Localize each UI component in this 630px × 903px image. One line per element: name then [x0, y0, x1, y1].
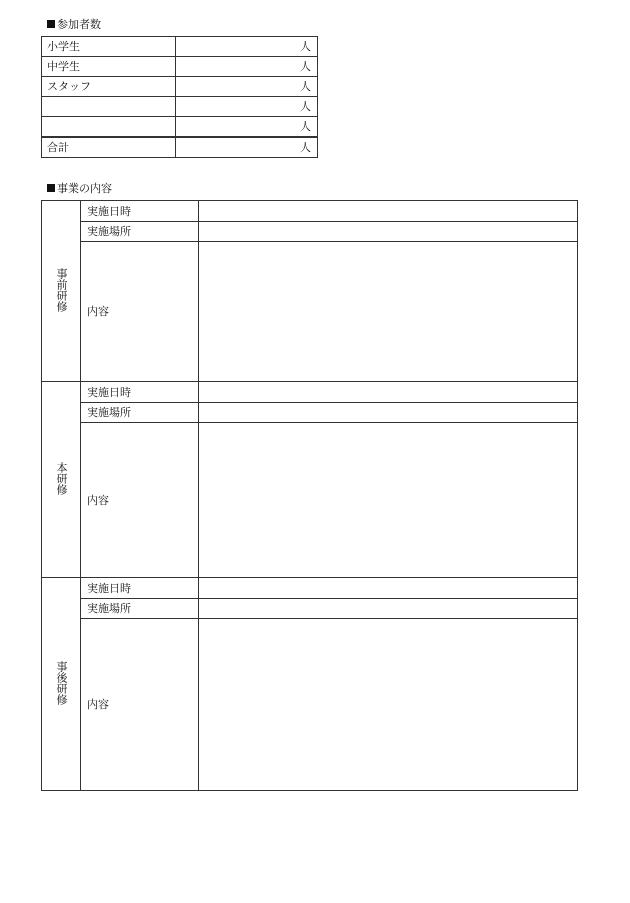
participant-label: 小学生 — [42, 37, 176, 57]
unit-label: 人 — [300, 100, 311, 113]
field-label-place: 実施場所 — [81, 403, 199, 423]
table-row — [42, 57, 318, 77]
place-input-cell[interactable] — [199, 599, 578, 619]
square-bullet-icon — [47, 184, 55, 192]
content-input-cell[interactable] — [199, 423, 578, 578]
unit-label: 人 — [300, 119, 311, 133]
participant-count-cell[interactable] — [176, 97, 318, 117]
stage-name: 本研修 — [55, 461, 68, 495]
participant-label: 中学生 — [42, 57, 176, 77]
participant-label: スタッフ — [42, 77, 176, 97]
field-label-place: 実施場所 — [81, 222, 199, 242]
participants-heading — [47, 18, 101, 32]
participants-heading-text: 参加者数 — [57, 18, 101, 31]
table-row — [42, 423, 578, 578]
field-label-date: 実施日時 — [81, 382, 199, 403]
place-input-cell[interactable] — [199, 222, 578, 242]
table-row — [42, 619, 578, 791]
participant-count-cell[interactable] — [176, 57, 318, 77]
unit-label: 人 — [300, 80, 311, 93]
activities-table — [41, 200, 578, 791]
unit-label: 人 — [300, 140, 311, 154]
table-row — [42, 599, 578, 619]
field-label-date: 実施日時 — [81, 201, 199, 222]
participant-label[interactable] — [42, 117, 176, 137]
table-row — [42, 97, 318, 117]
total-row — [42, 137, 318, 158]
stage-cell — [42, 578, 81, 791]
field-label-content: 内容 — [81, 619, 199, 791]
table-row — [42, 242, 578, 382]
table-row — [42, 201, 578, 222]
field-label-date: 実施日時 — [81, 578, 199, 599]
unit-label: 人 — [300, 60, 311, 73]
stage-name: 事前研修 — [55, 267, 68, 312]
square-bullet-icon — [47, 20, 55, 28]
table-row — [42, 403, 578, 423]
unit-label: 人 — [300, 40, 311, 53]
content-input-cell[interactable] — [199, 242, 578, 382]
stage-cell — [42, 201, 81, 382]
activities-heading — [47, 182, 112, 196]
date-input-cell[interactable] — [199, 382, 578, 403]
table-row — [42, 222, 578, 242]
date-input-cell[interactable] — [199, 578, 578, 599]
date-input-cell[interactable] — [199, 201, 578, 222]
table-row — [42, 77, 318, 97]
participant-count-cell[interactable] — [176, 77, 318, 97]
stage-name: 事後研修 — [55, 660, 68, 705]
table-row — [42, 382, 578, 403]
place-input-cell[interactable] — [199, 403, 578, 423]
total-label: 合計 — [42, 137, 176, 158]
table-row — [42, 37, 318, 57]
activities-heading-text: 事業の内容 — [57, 182, 112, 195]
content-input-cell[interactable] — [199, 619, 578, 791]
total-count-cell[interactable] — [176, 137, 318, 158]
field-label-content: 内容 — [81, 423, 199, 578]
participant-count-cell[interactable] — [176, 37, 318, 57]
field-label-content: 内容 — [81, 242, 199, 382]
participant-count-cell[interactable] — [176, 117, 318, 137]
participant-label[interactable] — [42, 97, 176, 117]
participants-table — [41, 36, 318, 158]
field-label-place: 実施場所 — [81, 599, 199, 619]
stage-cell — [42, 382, 81, 578]
table-row — [42, 578, 578, 599]
table-row — [42, 117, 318, 137]
